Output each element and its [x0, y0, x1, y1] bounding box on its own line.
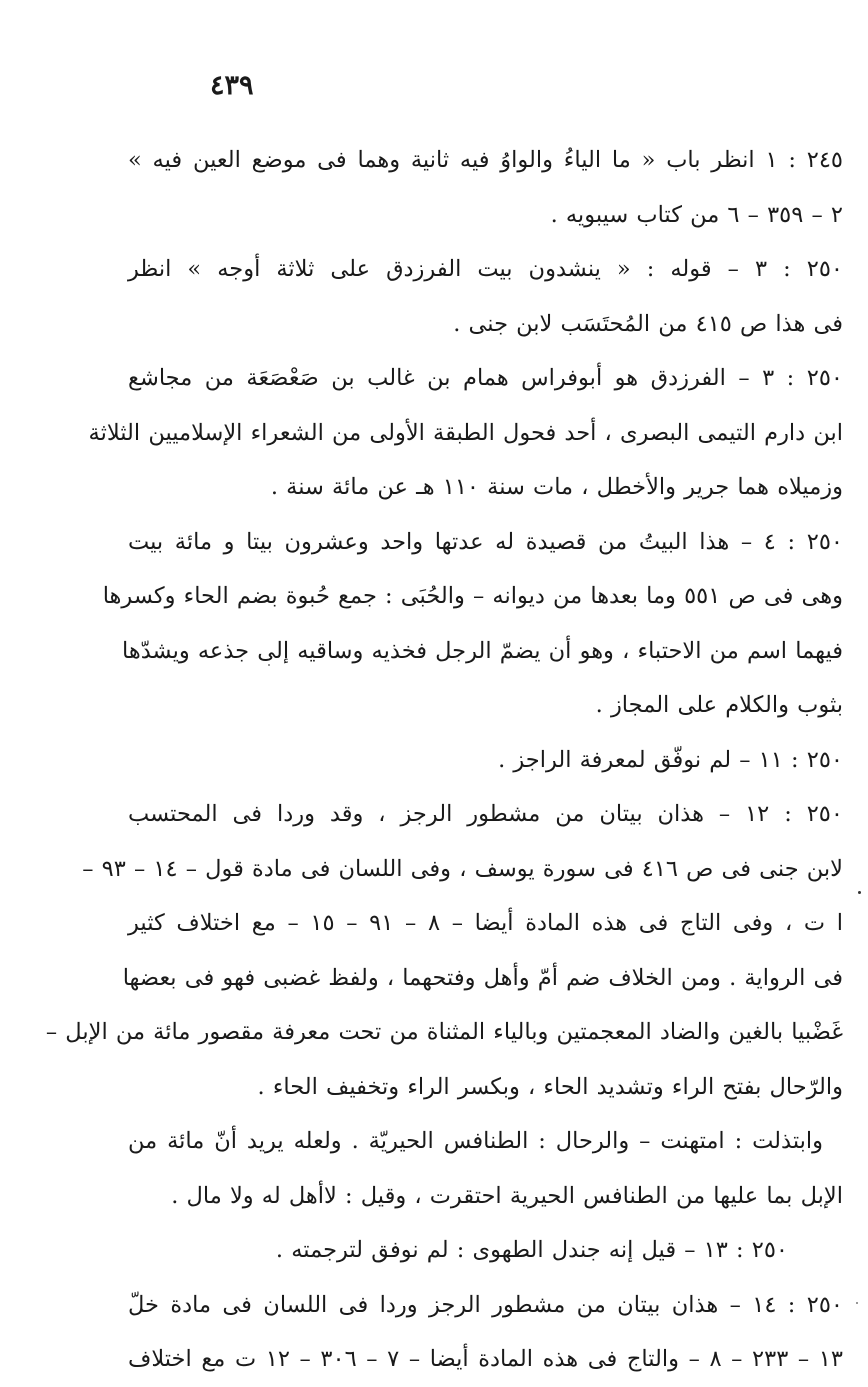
note-line: ابن دارم التيمى البصرى ، أحد فحول الطبقة الأولى من الشعراء الإسلاميين الثلاثة — [88, 419, 843, 446]
note-line: ٢٤٥ : ١ انظر باب « ما الياءُ والواوُ فيه ثانية وهما فى موضع العين فيه » — [128, 147, 843, 173]
page-number: ٤٣٩ — [210, 70, 254, 101]
footnotes-block — [45, 133, 844, 1387]
note-line: لابن جنى فى ص ٤١٦ فى سورة يوسف ، وفى اللسان فى مادة قول – ١٤ – ٩٣ – — [82, 855, 843, 882]
note-line: وابتذلت : امتهنت – والرحال : الطنافس الحيريّة . ولعله يريد أنّ مائة من — [128, 1128, 823, 1154]
note-line: فيهما اسم من الاحتباء ، وهو أن يضمّ الرجل فخذيه وساقيه إلى جذعه ويشدّها — [121, 637, 843, 664]
note-line: وهى فى ص ٥٥١ وما بعدها من ديوانه – والحُبَى : جمع حُبوة بضم الحاء وكسرها — [102, 583, 843, 609]
note-line: ا ت ، وفى التاج فى هذه المادة أيضا – ٨ – ٩١ – ١٥ – مع اختلاف كثير — [128, 910, 844, 936]
note-line: فى هذا ص ٤١٥ من المُحتَسَب لابن جنى . — [453, 310, 843, 337]
note-line: بثوب والكلام على المجاز . — [595, 692, 843, 718]
paper-speck — [268, 664, 270, 666]
note-line: غَضْبيا بالغين والضاد المعجمتين وبالياء المثناة من تحت معرفة مقصور مائة من الإبل – — [45, 1019, 843, 1045]
note-line: فى الرواية . ومن الخلاف ضم أمّ وأهل وفتحهما ، ولفظ غضبى فهو فى بعضها — [122, 964, 843, 991]
note-line: ٢٥٠ : ٣ – قوله : « ينشدون بيت الفرزدق على ثلاثة أوجه » انظر — [128, 256, 844, 282]
note-line: ١٣ – ٢٣٣ – ٨ – والتاج فى هذه المادة أيضا – ٧ – ٣٠٦ – ١٢ ت مع اختلاف — [128, 1346, 843, 1372]
paper-speck — [856, 1302, 858, 1304]
note-line: ٢٥٠ : ١٤ – هذان بيتان من مشطور الرجز وردا فى اللسان فى مادة خلّ — [128, 1291, 844, 1318]
margin-mark — [858, 891, 861, 894]
note-line: ٢٥٠ : ٤ – هذا البيتُ من قصيدة له عدتها واحد وعشرون بيتا و مائة بيت — [128, 528, 843, 555]
note-line: الإبل بما عليها من الطنافس الحيرية احتقرت ، وقيل : لاأهل له ولا مال . — [171, 1182, 843, 1209]
note-line: ٢٥٠ : ٣ – الفرزدق هو أبوفراس همام بن غالب بن صَعْصَعَة من مجاشع — [128, 365, 843, 391]
note-line: ٢٥٠ : ١٢ – هذان بيتان من مشطور الرجز ، وقد وردا فى المحتسب — [128, 801, 843, 827]
note-line: ٢٥٠ : ١١ – لم نوفّق لمعرفة الراجز . — [498, 746, 843, 773]
note-line: ٢ – ٣٥٩ – ٦ من كتاب سيبويه . — [550, 201, 843, 228]
note-line: والرّحال بفتح الراء وتشديد الحاء ، وبكسر الراء وتخفيف الحاء . — [257, 1073, 843, 1100]
note-line: ٢٥٠ : ١٣ – قيل إنه جندل الطهوى : لم نوفق لترجمته . — [275, 1237, 788, 1263]
note-line: وزميلاه هما جرير والأخطل ، مات سنة ١١٠ هـ عن مائة سنة . — [270, 474, 843, 500]
